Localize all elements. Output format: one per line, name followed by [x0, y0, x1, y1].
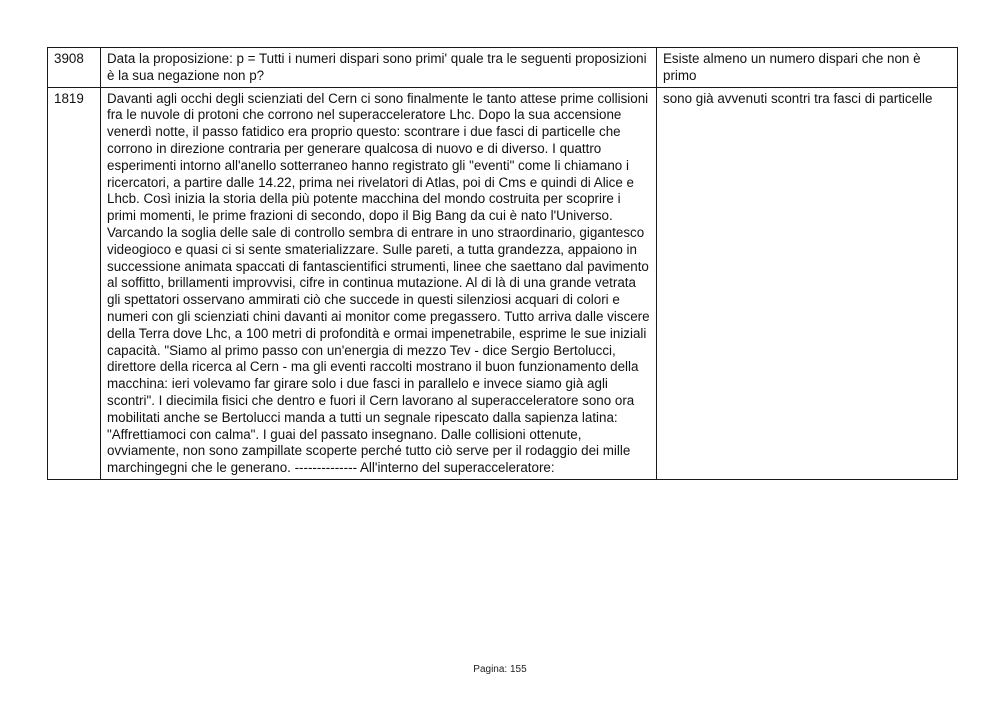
question-id-cell: 3908 [48, 48, 101, 88]
answer-text-cell: sono già avvenuti scontri tra fasci di particelle [657, 87, 958, 479]
answer-text-cell: Esiste almeno un numero dispari che non è primo [657, 48, 958, 88]
table-row [48, 87, 958, 479]
question-text-cell: Data la proposizione: p = Tutti i numeri dispari sono primi' quale tra le seguenti proposizioni è la sua negazione non p? [101, 48, 657, 88]
question-table [47, 47, 958, 480]
quiz-sheet [47, 47, 957, 480]
question-text-cell: Davanti agli occhi degli scienziati del Cern ci sono finalmente le tanto attese prime collisioni fra le nuvole di protoni che corrono nel superacceleratore Lhc. Dopo la sua accensione venerdì notte, il passo fatidico era proprio questo: scontrare i due fasci di particelle che corrono in direzione contraria per generare qualcosa di nuovo e di diverso. I quattro esperimenti intorno all'anello sotterraneo hanno registrato gli "eventi" come li chiamano i ricercatori, a partire dalle 14.22, prima nei rivelatori di Atlas, poi di Cms e quindi di Alice e Lhcb. Così inizia la storia della più potente macchina del mondo costruita per scoprire i primi momenti, le prime frazioni di secondo, dopo il Big Bang da cui è nato l'Universo. Varcando la soglia delle sale di controllo sembra di entrare in uno straordinario, gigantesco videogioco e quasi ci si sente smaterializzare. Sulle pareti, a tutta grandezza, appaiono in successione animata spaccati di fantascientifici strumenti, linee che saettano dal pavimento al soffitto, brillamenti improvvisi, cifre in continua mutazione. Al di là di una grande vetrata gli spettatori osservano ammirati ciò che succede in questi silenziosi acquari di colori e numeri con gli scienziati chini davanti ai monitor come pregassero. Tutto arriva dalle viscere della Terra dove Lhc, a 100 metri di profondità e ormai impenetrabile, esprime le sue iniziali capacità. "Siamo al primo passo con un'energia di mezzo Tev - dice Sergio Bertolucci, direttore della ricerca al Cern - ma gli eventi raccolti mostrano il buon funzionamento della macchina: ieri volevamo far girare solo i due fasci in parallelo e invece siamo già agli scontri". I diecimila fisici che dentro e fuori il Cern lavorano al superacceleratore sono ora mobilitati anche se Bertolucci manda a tutti un segnale ripescato dalla sapienza latina: "Affrettiamoci con calma". I guai del passato insegnano. Dalle collisioni ottenute, ovviamente, non sono zampillate scoperte perché tutto ciò serve per il rodaggio dei mille marchingegni che le generano. -------------- All'interno del superacceleratore: [101, 87, 657, 479]
question-id-cell: 1819 [48, 87, 101, 479]
page-number-footer: Pagina: 155 [473, 664, 527, 675]
table-row [48, 48, 958, 88]
